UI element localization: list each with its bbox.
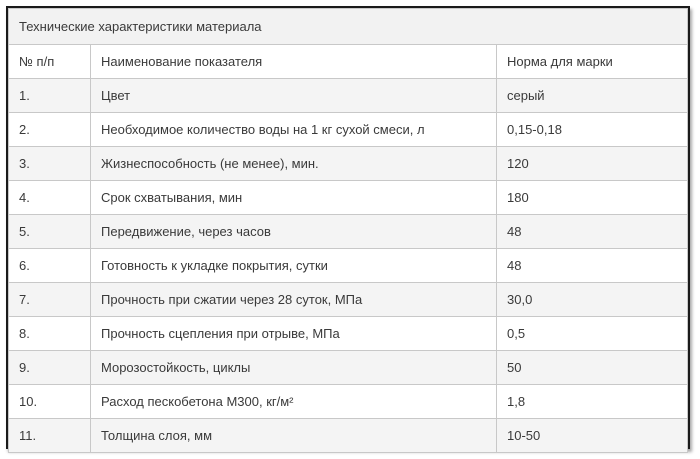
cell-indicator: Готовность к укладке покрытия, сутки — [91, 249, 497, 283]
cell-indicator: Морозостойкость, циклы — [91, 351, 497, 385]
cell-indicator: Цвет — [91, 79, 497, 113]
cell-norm: серый — [497, 79, 688, 113]
cell-norm: 180 — [497, 181, 688, 215]
cell-indicator: Срок схватывания, мин — [91, 181, 497, 215]
table-caption: Технические характеристики материала — [9, 9, 688, 45]
cell-norm: 30,0 — [497, 283, 688, 317]
table-row — [9, 283, 688, 317]
cell-indicator: Прочность при сжатии через 28 суток, МПа — [91, 283, 497, 317]
cell-indicator: Толщина слоя, мм — [91, 419, 497, 453]
table-row — [9, 419, 688, 453]
cell-number: 10. — [9, 385, 91, 419]
table-row — [9, 147, 688, 181]
table-header-row — [9, 45, 688, 79]
cell-number: 6. — [9, 249, 91, 283]
table-caption-row — [9, 9, 688, 45]
table-row — [9, 79, 688, 113]
cell-indicator: Расход пескобетона М300, кг/м² — [91, 385, 497, 419]
cell-number: 4. — [9, 181, 91, 215]
cell-norm: 120 — [497, 147, 688, 181]
cell-norm: 1,8 — [497, 385, 688, 419]
cell-number: 9. — [9, 351, 91, 385]
cell-number: 5. — [9, 215, 91, 249]
header-number: № п/п — [9, 45, 91, 79]
cell-norm: 50 — [497, 351, 688, 385]
cell-indicator: Необходимое количество воды на 1 кг сухой смеси, л — [91, 113, 497, 147]
cell-number: 11. — [9, 419, 91, 453]
cell-number: 1. — [9, 79, 91, 113]
table-row — [9, 113, 688, 147]
header-indicator: Наименование показателя — [91, 45, 497, 79]
table-row — [9, 181, 688, 215]
header-norm: Норма для марки — [497, 45, 688, 79]
cell-norm: 48 — [497, 215, 688, 249]
cell-number: 7. — [9, 283, 91, 317]
table-row — [9, 249, 688, 283]
table-row — [9, 215, 688, 249]
cell-norm: 48 — [497, 249, 688, 283]
cell-indicator: Прочность сцепления при отрыве, МПа — [91, 317, 497, 351]
cell-number: 8. — [9, 317, 91, 351]
cell-norm: 0,15-0,18 — [497, 113, 688, 147]
table-row — [9, 317, 688, 351]
table-row — [9, 351, 688, 385]
spec-table-frame — [6, 6, 690, 449]
spec-table — [8, 8, 688, 453]
cell-norm: 0,5 — [497, 317, 688, 351]
cell-indicator: Передвижение, через часов — [91, 215, 497, 249]
cell-norm: 10-50 — [497, 419, 688, 453]
table-row — [9, 385, 688, 419]
cell-number: 3. — [9, 147, 91, 181]
cell-indicator: Жизнеспособность (не менее), мин. — [91, 147, 497, 181]
cell-number: 2. — [9, 113, 91, 147]
